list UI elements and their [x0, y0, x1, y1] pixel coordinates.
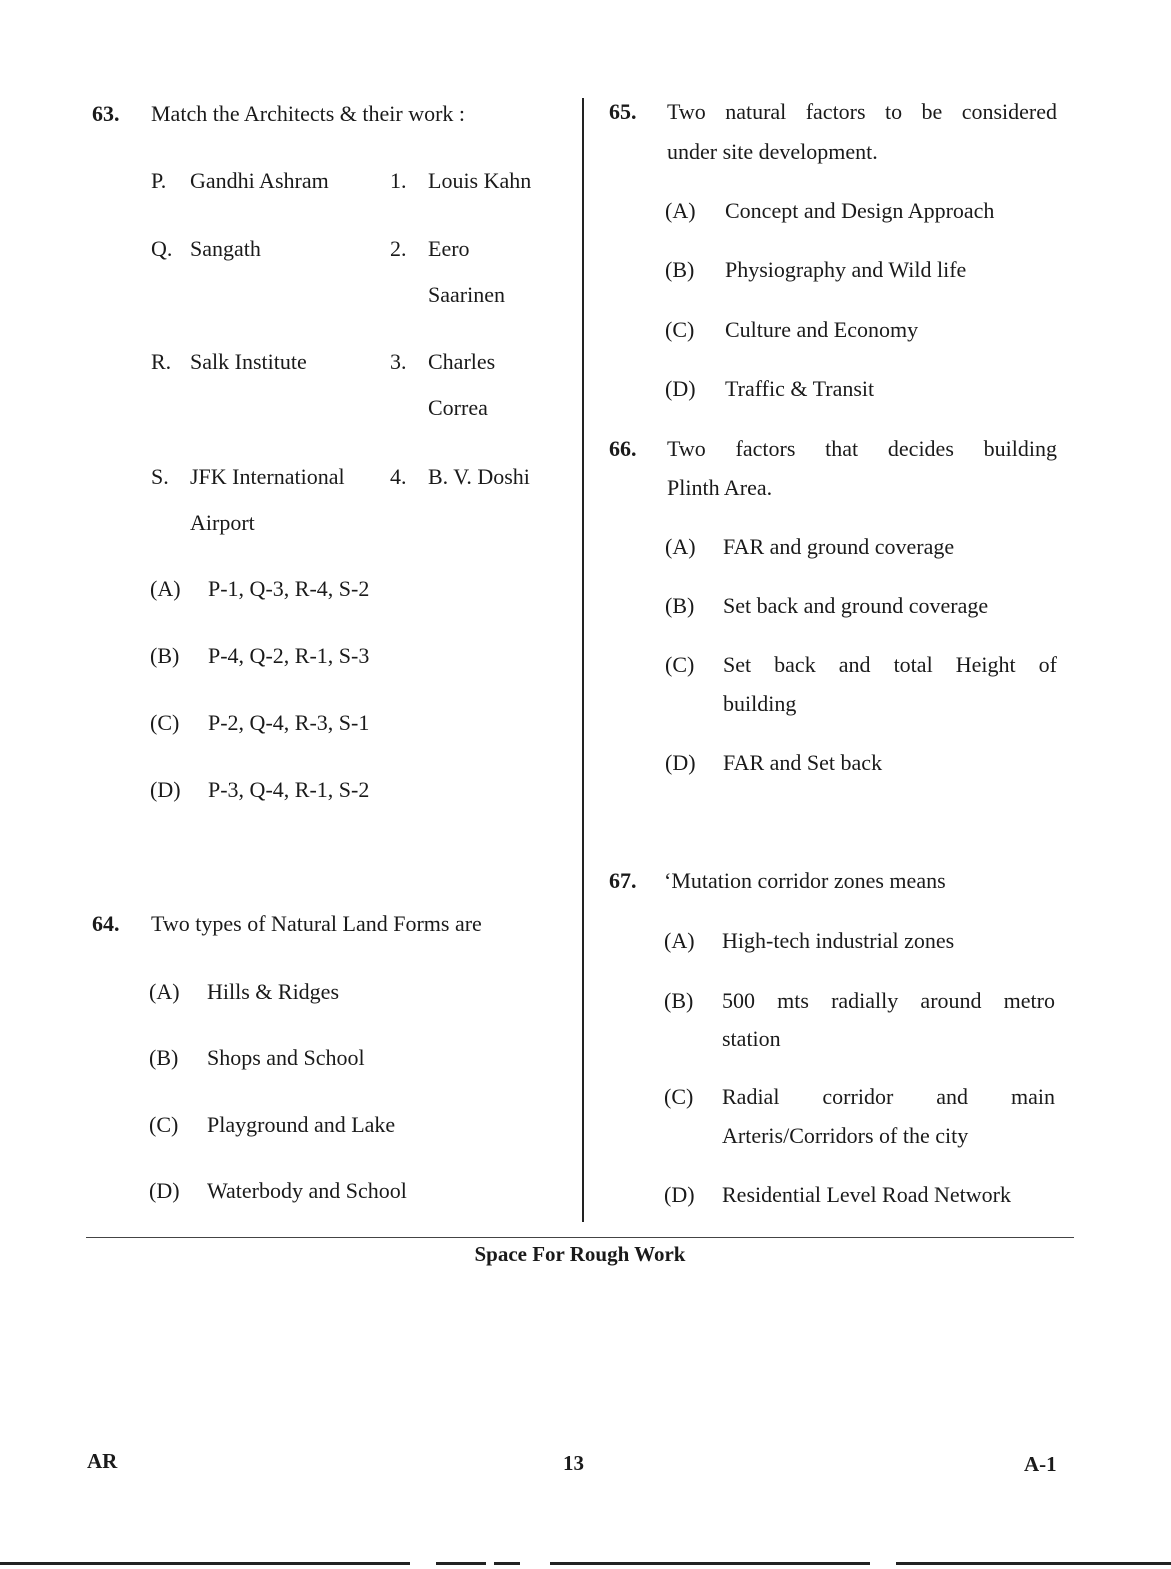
- option-text: Hills & Ridges: [207, 979, 340, 1004]
- match-key: R.: [151, 349, 172, 374]
- option-label: (B): [150, 643, 180, 668]
- match-item-continued: Airport: [190, 510, 255, 535]
- option-label: (C): [664, 1084, 694, 1109]
- option-text: Residential Level Road Network: [722, 1182, 1011, 1207]
- rough-work-heading: Space For Rough Work: [474, 1242, 686, 1266]
- question-stem: Two factors that decides building: [667, 436, 1057, 461]
- match-item: Eero: [428, 236, 470, 261]
- question-number: 64.: [92, 911, 120, 936]
- match-key: S.: [151, 464, 169, 489]
- bottom-border-line: [494, 1562, 520, 1565]
- match-item: Gandhi Ashram: [190, 168, 329, 193]
- footer-series: A-1: [1024, 1452, 1057, 1476]
- option-label: (A): [149, 979, 180, 1004]
- match-key: 4.: [390, 464, 407, 489]
- match-key: P.: [151, 168, 167, 193]
- option-label: (B): [664, 988, 694, 1013]
- option-label: (C): [665, 652, 695, 677]
- question-number: 66.: [609, 436, 637, 461]
- question-stem: Two natural factors to be considered: [667, 99, 1057, 124]
- question-number: 65.: [609, 99, 637, 124]
- option-label: (D): [149, 1178, 180, 1203]
- match-item: Louis Kahn: [428, 168, 532, 193]
- option-text: P-3, Q-4, R-1, S-2: [208, 777, 370, 802]
- question-stem: Two types of Natural Land Forms are: [151, 911, 482, 936]
- option-label: (D): [665, 750, 696, 775]
- page-number: 13: [563, 1451, 584, 1475]
- match-item-continued: Correa: [428, 395, 488, 420]
- match-key: 1.: [390, 168, 407, 193]
- match-item: B. V. Doshi: [428, 464, 530, 489]
- question-stem-continued: under site development.: [667, 139, 878, 164]
- option-text: High-tech industrial zones: [722, 928, 955, 953]
- match-key: Q.: [151, 236, 173, 261]
- option-text: Culture and Economy: [725, 317, 919, 342]
- question-stem: Match the Architects & their work :: [151, 101, 466, 126]
- option-text: Physiography and Wild life: [725, 257, 967, 282]
- column-divider: [582, 98, 584, 1222]
- option-text: Set back and ground coverage: [723, 593, 989, 618]
- match-item: Sangath: [190, 236, 261, 261]
- option-text: Waterbody and School: [207, 1178, 407, 1203]
- question-stem: ‘Mutation corridor zones means: [664, 868, 946, 893]
- match-key: 3.: [390, 349, 407, 374]
- option-label: (D): [665, 376, 696, 401]
- question-stem-continued: Plinth Area.: [667, 475, 773, 500]
- option-text: FAR and ground coverage: [723, 534, 955, 559]
- option-text-continued: building: [723, 691, 797, 716]
- rough-work-rule: [86, 1237, 1074, 1238]
- option-text: P-4, Q-2, R-1, S-3: [208, 643, 370, 668]
- option-label: (D): [150, 777, 181, 802]
- option-text-continued: station: [722, 1026, 781, 1051]
- match-key: 2.: [390, 236, 407, 261]
- match-item: Salk Institute: [190, 349, 307, 374]
- question-number: 67.: [609, 868, 637, 893]
- option-label: (A): [150, 576, 181, 601]
- bottom-border-line: [436, 1562, 486, 1565]
- option-text: Shops and School: [207, 1045, 365, 1070]
- option-label: (D): [664, 1182, 695, 1207]
- bottom-border-line: [550, 1562, 870, 1565]
- option-text: Concept and Design Approach: [725, 198, 995, 223]
- option-label: (C): [150, 710, 180, 735]
- option-text: P-2, Q-4, R-3, S-1: [208, 710, 370, 735]
- option-text: FAR and Set back: [723, 750, 883, 775]
- option-label: (A): [664, 928, 695, 953]
- footer-code: AR: [87, 1449, 118, 1473]
- option-text-continued: Arteris/Corridors of the city: [722, 1123, 969, 1148]
- option-label: (B): [149, 1045, 179, 1070]
- option-label: (A): [665, 534, 696, 559]
- option-label: (B): [665, 257, 695, 282]
- option-label: (B): [665, 593, 695, 618]
- option-text: P-1, Q-3, R-4, S-2: [208, 576, 370, 601]
- bottom-border-line: [896, 1562, 1171, 1565]
- match-item-continued: Saarinen: [428, 282, 505, 307]
- option-text: Set back and total Height of: [723, 652, 1057, 677]
- option-label: (C): [665, 317, 695, 342]
- option-label: (A): [665, 198, 696, 223]
- option-text: Playground and Lake: [207, 1112, 396, 1137]
- option-text: Traffic & Transit: [725, 376, 875, 401]
- option-text: 500 mts radially around metro: [722, 988, 1055, 1013]
- match-item: Charles: [428, 349, 496, 374]
- match-item: JFK International: [190, 464, 345, 489]
- option-text: Radial corridor and main: [722, 1084, 1055, 1109]
- bottom-border-line: [0, 1562, 410, 1565]
- question-number: 63.: [92, 101, 120, 126]
- option-label: (C): [149, 1112, 179, 1137]
